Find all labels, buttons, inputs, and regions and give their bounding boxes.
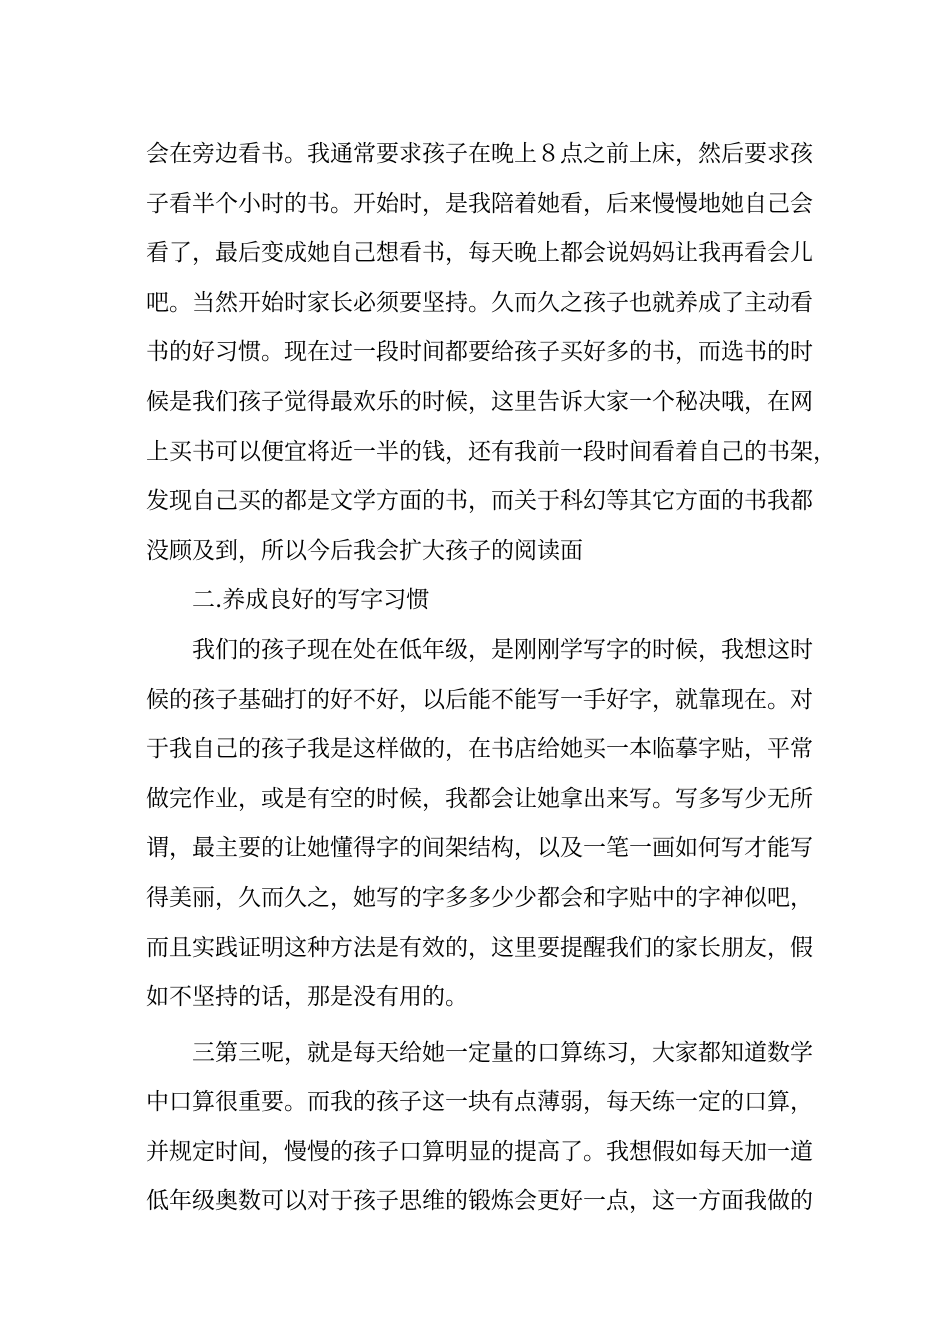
- text-line: 我们的孩子现在处在低年级，是刚刚学写字的时候，我想这时: [192, 636, 813, 663]
- text-line: 并规定时间，慢慢的孩子口算明显的提高了。我想假如每天加一道: [146, 1138, 813, 1165]
- text-line: 三第三呢，就是每天给她一定量的口算练习，大家都知道数学: [192, 1039, 813, 1066]
- text-line: 如不坚持的话，那是没有用的。: [146, 984, 468, 1011]
- text-line: 发现自己买的都是文学方面的书，而关于科幻等其它方面的书我都: [146, 488, 813, 515]
- paragraph-writing-habit: [146, 626, 826, 1023]
- text-line: 吧。当然开始时家长必须要坚持。久而久之孩子也就养成了主动看: [146, 289, 813, 316]
- text-line: 谓，最主要的让她懂得字的间架结构，以及一笔一画如何写才能写: [146, 835, 813, 862]
- text-line: 中口算很重要。而我的孩子这一块有点薄弱，每天练一定的口算，: [146, 1089, 813, 1116]
- text-line: 低年级奥数可以对于孩子思维的锻炼会更好一点，这一方面我做的: [146, 1188, 813, 1215]
- text-line: 得美丽，久而久之，她写的字多多少少都会和字贴中的字神似吧，: [146, 884, 813, 911]
- text-line: 会在旁边看书。我通常要求孩子在晚上８点之前上床，然后要求孩: [146, 141, 813, 167]
- paragraph-reading-habit: [146, 130, 836, 576]
- text-line: 于我自己的孩子我是这样做的，在书店给她买一本临摹字贴，平常: [146, 736, 813, 763]
- section-heading-writing-habit: 二.养成良好的写字习惯: [192, 587, 430, 614]
- text-line: 没顾及到，所以今后我会扩大孩子的阅读面: [146, 537, 583, 564]
- text-line: 书的好习惯。现在过一段时间都要给孩子买好多的书，而选书的时: [146, 339, 813, 366]
- text-line: 看了，最后变成她自己想看书，每天晚上都会说妈妈让我再看会儿: [146, 240, 813, 267]
- text-line: 候的孩子基础打的好不好，以后能不能写一手好字，就靠现在。对: [146, 686, 813, 713]
- text-line: 子看半个小时的书。开始时，是我陪着她看，后来慢慢地她自己会: [146, 190, 813, 217]
- text-line: 而且实践证明这种方法是有效的，这里要提醒我们的家长朋友，假: [146, 934, 813, 961]
- text-line: 上买书可以便宜将近一半的钱，还有我前一段时间看着自己的书架，: [146, 438, 836, 465]
- text-line: 候是我们孩子觉得最欢乐的时候，这里告诉大家一个秘决哦，在网: [146, 388, 813, 415]
- paragraph-mental-arithmetic: [146, 1029, 826, 1227]
- text-line: 做完作业，或是有空的时候，我都会让她拿出来写。写多写少无所: [146, 785, 813, 812]
- document-body: [146, 130, 836, 1227]
